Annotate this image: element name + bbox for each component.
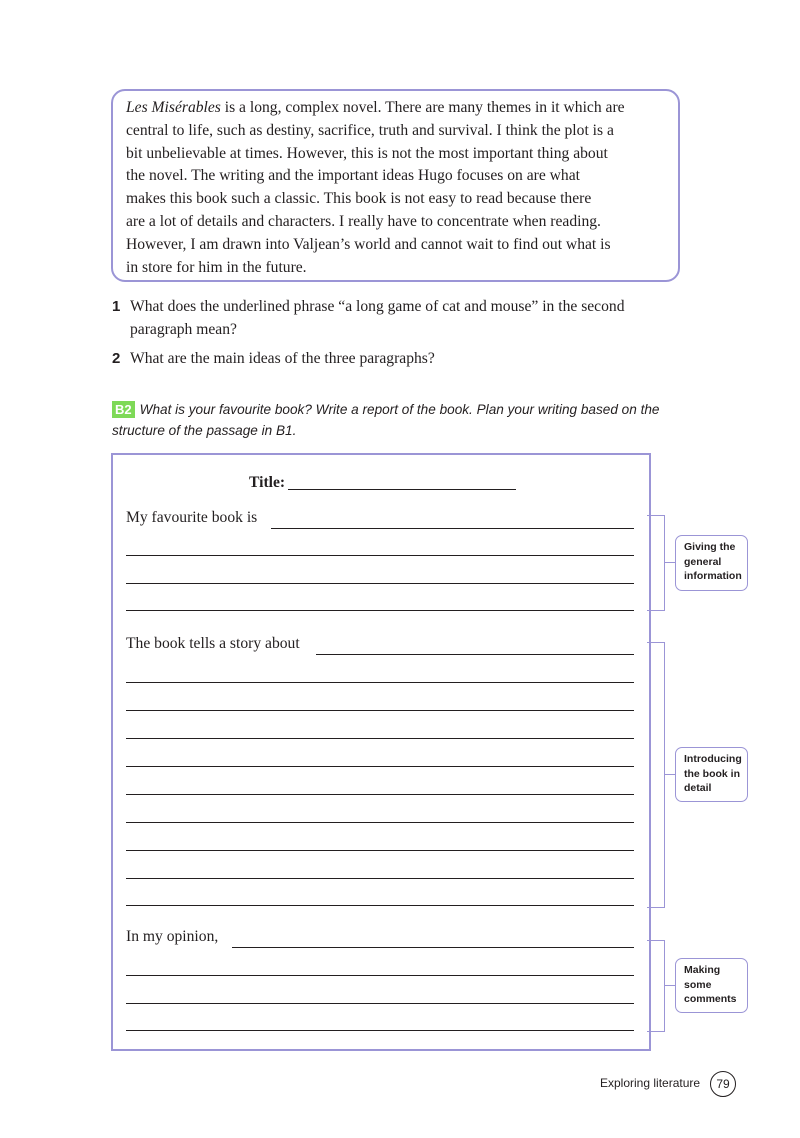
passage-line-6: are a lot of details and characters. I really have to concentrate when reading.	[126, 212, 601, 230]
question-number: 2	[112, 350, 121, 367]
writing-line[interactable]	[126, 794, 634, 795]
writing-line[interactable]	[126, 610, 634, 611]
frame-row[interactable]	[126, 565, 634, 584]
question-number: 1	[112, 298, 121, 315]
writing-line[interactable]	[232, 947, 634, 948]
frame-row[interactable]	[126, 985, 634, 1004]
bracket-connector	[664, 985, 675, 986]
frame-row[interactable]	[126, 929, 634, 948]
task-badge: B2	[112, 401, 135, 418]
writing-line[interactable]	[316, 654, 634, 655]
writing-line[interactable]	[126, 905, 634, 906]
writing-line[interactable]	[126, 975, 634, 976]
frame-row[interactable]	[126, 832, 634, 851]
prompt-opinion: In my opinion,	[126, 928, 219, 945]
passage-line-3: bit unbelievable at times. However, this is not the most important thing about	[126, 144, 608, 162]
footer-section-title: Exploring literature	[600, 1076, 701, 1090]
frame-row[interactable]	[126, 860, 634, 879]
bracket-general	[647, 515, 665, 611]
prompt-story-about: The book tells a story about	[126, 635, 300, 652]
frame-row[interactable]	[126, 692, 634, 711]
writing-line[interactable]	[126, 850, 634, 851]
frame-row[interactable]	[126, 887, 634, 906]
writing-line[interactable]	[126, 555, 634, 556]
frame-row[interactable]	[126, 592, 634, 611]
frame-row[interactable]	[126, 510, 634, 529]
prompt-favourite-book: My favourite book is	[126, 509, 258, 526]
frame-row[interactable]	[126, 804, 634, 823]
book-title: Les Misérables	[126, 99, 221, 116]
passage-line-4: the novel. The writing and the important ideas Hugo focuses on are what	[126, 167, 580, 185]
writing-line[interactable]	[126, 738, 634, 739]
frame-row[interactable]	[126, 664, 634, 683]
callout-book-detail: Introducing the book in detail	[675, 747, 748, 802]
page-number: 79	[710, 1071, 736, 1097]
frame-row[interactable]	[126, 537, 634, 556]
frame-row[interactable]	[126, 636, 634, 655]
passage-line-8: in store for him in the future.	[126, 258, 307, 276]
callout-general-information: Giving the general information	[675, 535, 748, 591]
writing-line[interactable]	[126, 878, 634, 879]
writing-line[interactable]	[126, 1003, 634, 1004]
passage-line-2: central to life, such as destiny, sacrifice, truth and survival. I think the plot is a	[126, 121, 614, 139]
frame-row[interactable]	[126, 748, 634, 767]
question-text: What are the main ideas of the three paragraphs?	[130, 350, 435, 367]
passage-line-7: However, I am drawn into Valjean’s world and cannot wait to find out what is	[126, 235, 611, 253]
bracket-comments	[647, 940, 665, 1032]
bracket-detail	[647, 642, 665, 908]
question-1	[112, 296, 690, 342]
callout-comments: Making some comments	[675, 958, 748, 1013]
writing-line[interactable]	[126, 766, 634, 767]
passage-line-5: makes this book such a classic. This book is not easy to read because there	[126, 190, 592, 208]
title-label: Title:	[249, 474, 286, 491]
frame-row[interactable]	[126, 720, 634, 739]
frame-row[interactable]	[126, 776, 634, 795]
writing-line[interactable]	[126, 822, 634, 823]
bracket-connector	[664, 562, 675, 563]
writing-line[interactable]	[126, 1030, 634, 1031]
question-2	[112, 348, 690, 371]
writing-line[interactable]	[126, 583, 634, 584]
bracket-connector	[664, 774, 675, 775]
question-text: What does the underlined phrase “a long game of cat and mouse” in the second paragraph mean?	[130, 298, 625, 338]
task-instruction: B2 What is your favourite book? Write a report of the book. Plan your writing based on the structure of the passage in B1.	[112, 402, 660, 438]
title-input-line[interactable]	[288, 489, 516, 490]
writing-line[interactable]	[126, 710, 634, 711]
writing-line[interactable]	[126, 682, 634, 683]
frame-row[interactable]	[126, 957, 634, 976]
frame-row[interactable]	[126, 1012, 634, 1031]
reading-passage	[111, 89, 680, 282]
passage-line-1: Les Misérables is a long, complex novel. There are many themes in it which are	[126, 99, 625, 116]
writing-line[interactable]	[271, 528, 634, 529]
